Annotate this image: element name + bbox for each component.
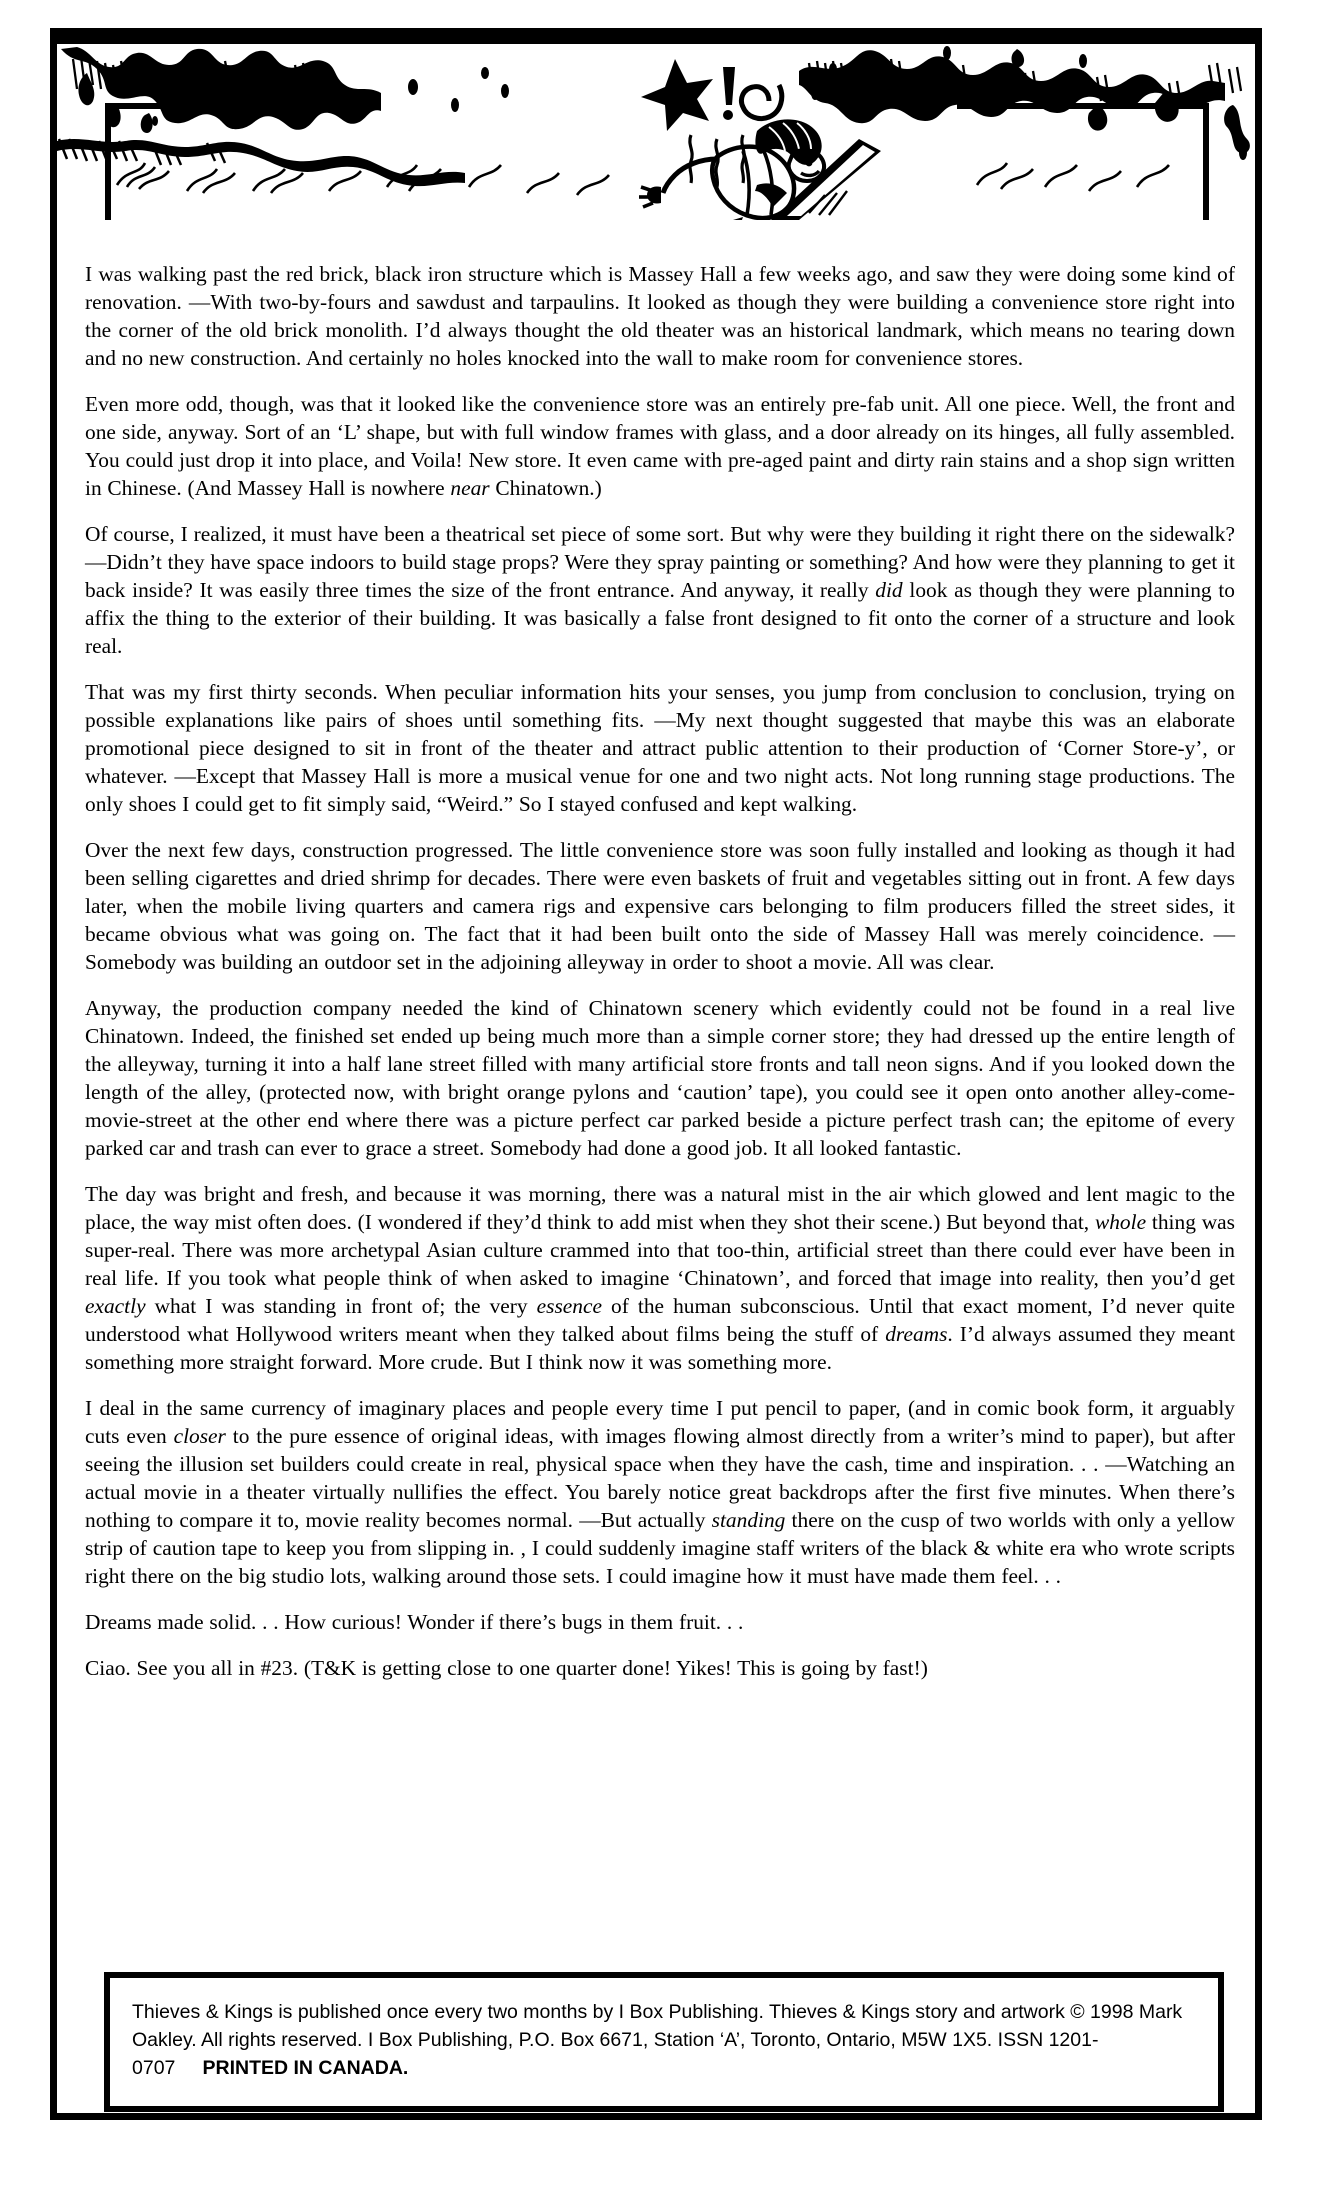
colophon-text xyxy=(110,1978,1218,2082)
paragraph: I was walking past the red brick, black iron structure which is Massey Hall a few weeks ago, and saw they were doing some kind of renovation. —With two-by-fours and sawdust and tarpaulins. It looked as though they were building a convenience store right into the corner of the old brick monolith. I’d always thought the old theater was an historical landmark, which means no tearing down and no new construction. And certainly no holes knocked into the wall to make room for convenience stores. xyxy=(85,262,1235,370)
paragraph: Anyway, the production company needed the kind of Chinatown scenery which evidently could not be found in a real live Chinatown. Indeed, the finished set ended up being much more than a simple corner store; they had dressed up the entire length of the alleyway, turning it into a half lane street filled with many artificial store fronts and tall neon signs. And if you looked down the length of the alley, (protected now, with bright orange pylons and ‘caution’ tape), you could see it open onto another alley-come-movie-street at the other end where there was a picture perfect car parked beside a picture perfect trash can; the epitome of every parked car and trash can ever to grace a street. Somebody had done a good job. It all looked fantastic. xyxy=(85,996,1235,1160)
paragraph: Of course, I realized, it must have been a theatrical set piece of some sort. But why were they building it right there on the sidewalk? —Didn’t they have space indoors to build stage props? Were they spray painting or something? And how were they planning to get it back inside? It was easily three times the size of the front entrance. And anyway, it really did look as though they were planning to affix the thing to the exterior of their building. It was basically a false front designed to fit onto the corner of a structure and look real. xyxy=(85,522,1235,658)
article-body xyxy=(85,260,1235,1682)
colophon-body: Thieves & Kings is published once every two months by I Box Publishing. Thieves & Kings story and artwork © 1998 Mark Oakley. All rights reserved. I Box Publishing, P.O. Box 6671, Station ‘A’, Toronto, Ontario, M5W 1X5. ISSN 1201-0707 xyxy=(132,2001,1183,2079)
paragraph: That was my first thirty seconds. When peculiar information hits your senses, you jump from conclusion to conclusion, trying on possible explanations like pairs of shoes until something fits. —My next thought suggested that maybe this was an elaborate promotional piece designed to sit in front of the theater and attract public attention to their production of ‘Corner Store-y’, or whatever. —Except that Massey Hall is more a musical venue for one and two night acts. Not long running stage productions. The only shoes I could get to fit simply said, “Weird.” So I stayed confused and kept walking. xyxy=(85,680,1235,816)
paragraph: I deal in the same currency of imaginary places and people every time I put pencil to paper, (and in comic book form, it arguably cuts even closer to the pure essence of original ideas, with images flowing almost directly from a writer’s mind to paper), but after seeing the illusion set builders could create in real, physical space when they have the cash, time and inspiration. . . —Watching an actual movie in a theater virtually nullifies the effect. You barely notice great backdrops after the first five minutes. When there’s nothing to compare it to, movie reality becomes normal. —But actually standing there on the cusp of two worlds with only a yellow strip of caution tape to keep you from slipping in. , I could suddenly imagine staff writers of the black & white era who wrote scripts right there on the big studio lots, walking around those sets. I could imagine how it must have made them feel. . . xyxy=(85,1396,1235,1588)
header-illustration xyxy=(57,35,1255,220)
paragraph: Even more odd, though, was that it looked like the convenience store was an entirely pre-fab unit. All one piece. Well, the front and one side, anyway. Sort of an ‘L’ shape, but with full window frames with glass, and a door already on its hinges, all fully assembled. You could just drop it into place, and Voila! New store. It even came with pre-aged paint and dirty rain stains and a shop sign written in Chinese. (And Massey Hall is nowhere near Chinatown.) xyxy=(85,392,1235,500)
paragraph: Over the next few days, construction progressed. The little convenience store was soon fully installed and looking as though it had been selling cigarettes and dried shrimp for decades. There were even baskets of fruit and vegetables sitting out in front. A few days later, when the mobile living quarters and camera rigs and expensive cars belonging to film producers filled the street sides, it became obvious what was going on. The fact that it had been built onto the side of Massey Hall was merely coincidence. —Somebody was building an outdoor set in the adjoining alleyway in order to shoot a movie. All was clear. xyxy=(85,838,1235,974)
paragraph: The day was bright and fresh, and because it was morning, there was a natural mist in the air which glowed and lent magic to the place, the way mist often does. (I wondered if they’d think to add mist when they shot their scene.) But beyond that, whole thing was super-real. There was more archetypal Asian culture crammed into that too-thin, artificial street than there could ever have been in real life. If you took what people think of when asked to imagine ‘Chinatown’, and forced that image into reality, then you’d get exactly what I was standing in front of; the very essence of the human subconscious. Until that exact moment, I’d never quite understood what Hollywood writers meant when they talked about films being the stuff of dreams. I’d always assumed they meant something more straight forward. More crude. But I think now it was something more. xyxy=(85,1182,1236,1374)
page-border-frame xyxy=(50,28,1262,2120)
paragraph: Ciao. See you all in #23. (T&K is getting close to one quarter done! Yikes! This is going by fast!) xyxy=(85,1656,928,1680)
colophon-box xyxy=(104,1972,1224,2112)
paragraph: Dreams made solid. . . How curious! Wonder if there’s bugs in them fruit. . . xyxy=(85,1610,744,1634)
illustration-artwork xyxy=(57,35,1255,220)
printed-in-canada-label: PRINTED IN CANADA. xyxy=(202,2057,409,2079)
